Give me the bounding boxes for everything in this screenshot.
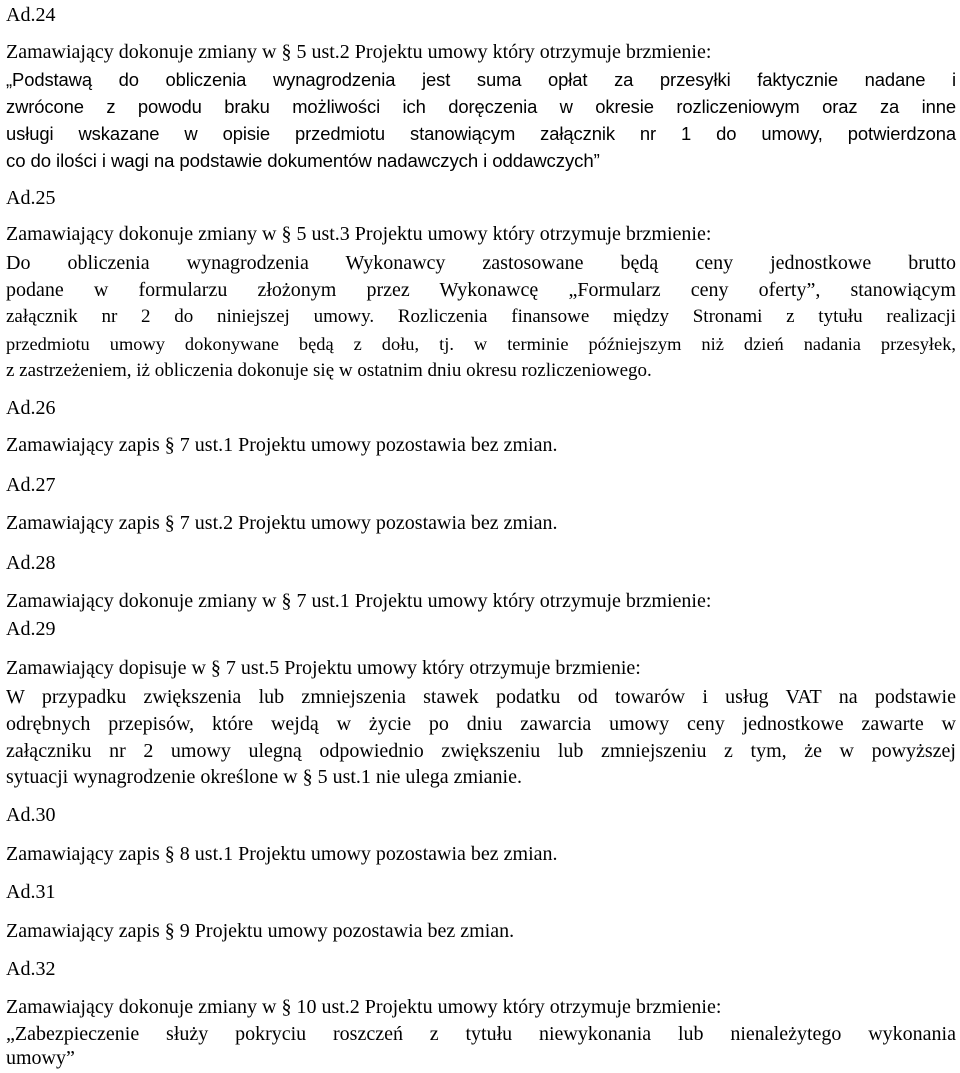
- ad32-intro: Zamawiający dokonuje zmiany w § 10 ust.2 Projektu umowy który otrzymuje brzmienie:: [6, 996, 722, 1018]
- ad24-text-line: „Podstawą do obliczenia wynagrodzenia jest suma opłat za przesyłki faktycznie nadane i: [6, 69, 956, 90]
- ad24-text-line: co do ilości i wagi na podstawie dokumentów nadawczych i oddawczych”: [6, 150, 600, 171]
- ad30-heading: Ad.30: [6, 804, 56, 826]
- ad25-text-line: z zastrzeżeniem, iż obliczenia dokonuje się w ostatnim dniu okresu rozliczeniowego.: [6, 360, 652, 381]
- ad29-heading: Ad.29: [6, 618, 56, 640]
- ad31-text: Zamawiający zapis § 9 Projektu umowy pozostawia bez zmian.: [6, 920, 515, 942]
- ad25-text-line: Do obliczenia wynagrodzenia Wykonawcy zastosowane będą ceny jednostkowe brutto: [6, 252, 956, 274]
- ad29-text-line: załączniku nr 2 umowy ulegną odpowiednio zwiększeniu lub zmniejszeniu z tym, że w powyższej: [6, 740, 956, 762]
- ad25-text-line: podane w formularzu złożonym przez Wykonawcę „Formularz ceny oferty”, stanowiącym: [6, 279, 956, 301]
- ad32-text-line: „Zabezpieczenie służy pokryciu roszczeń z tytułu niewykonania lub nienależytego wykonania: [6, 1023, 956, 1045]
- ad28-text: Zamawiający dokonuje zmiany w § 7 ust.1 Projektu umowy który otrzymuje brzmienie:: [6, 590, 712, 612]
- ad27-text: Zamawiający zapis § 7 ust.2 Projektu umowy pozostawia bez zmian.: [6, 512, 558, 534]
- ad30-text: Zamawiający zapis § 8 ust.1 Projektu umowy pozostawia bez zmian.: [6, 843, 558, 865]
- ad25-heading: Ad.25: [6, 187, 56, 209]
- ad29-text-line: sytuacji wynagrodzenie określone w § 5 ust.1 nie ulega zmianie.: [6, 766, 522, 788]
- ad24-heading: Ad.24: [6, 4, 56, 26]
- ad29-text-line: W przypadku zwiększenia lub zmniejszenia stawek podatku od towarów i usług VAT na podstawie: [6, 686, 956, 708]
- ad29-intro: Zamawiający dopisuje w § 7 ust.5 Projektu umowy który otrzymuje brzmienie:: [6, 657, 641, 679]
- ad25-intro: Zamawiający dokonuje zmiany w § 5 ust.3 Projektu umowy który otrzymuje brzmienie:: [6, 223, 712, 245]
- ad24-text-line: zwrócone z powodu braku możliwości ich doręczenia w okresie rozliczeniowym oraz za inne: [6, 96, 956, 117]
- ad24-text-line: usługi wskazane w opisie przedmiotu stanowiącym załącznik nr 1 do umowy, potwierdzona: [6, 123, 956, 144]
- ad29-text-line: odrębnych przepisów, które wejdą w życie po dniu zawarcia umowy ceny jednostkowe zawarte w: [6, 713, 956, 735]
- ad27-heading: Ad.27: [6, 474, 56, 496]
- ad32-heading: Ad.32: [6, 958, 56, 980]
- ad25-text-line: przedmiotu umowy dokonywane będą z dołu, tj. w terminie późniejszym niż dzień nadania przesyłek,: [6, 334, 956, 354]
- ad24-intro: Zamawiający dokonuje zmiany w § 5 ust.2 Projektu umowy który otrzymuje brzmienie:: [6, 41, 712, 63]
- ad26-text: Zamawiający zapis § 7 ust.1 Projektu umowy pozostawia bez zmian.: [6, 434, 558, 456]
- ad28-heading: Ad.28: [6, 552, 56, 574]
- ad25-text-line: załącznik nr 2 do niniejszej umowy. Rozliczenia finansowe między Stronami z tytułu realizacji: [6, 306, 956, 327]
- ad32-text-line: umowy”: [6, 1047, 75, 1069]
- ad26-heading: Ad.26: [6, 397, 56, 419]
- ad31-heading: Ad.31: [6, 881, 56, 903]
